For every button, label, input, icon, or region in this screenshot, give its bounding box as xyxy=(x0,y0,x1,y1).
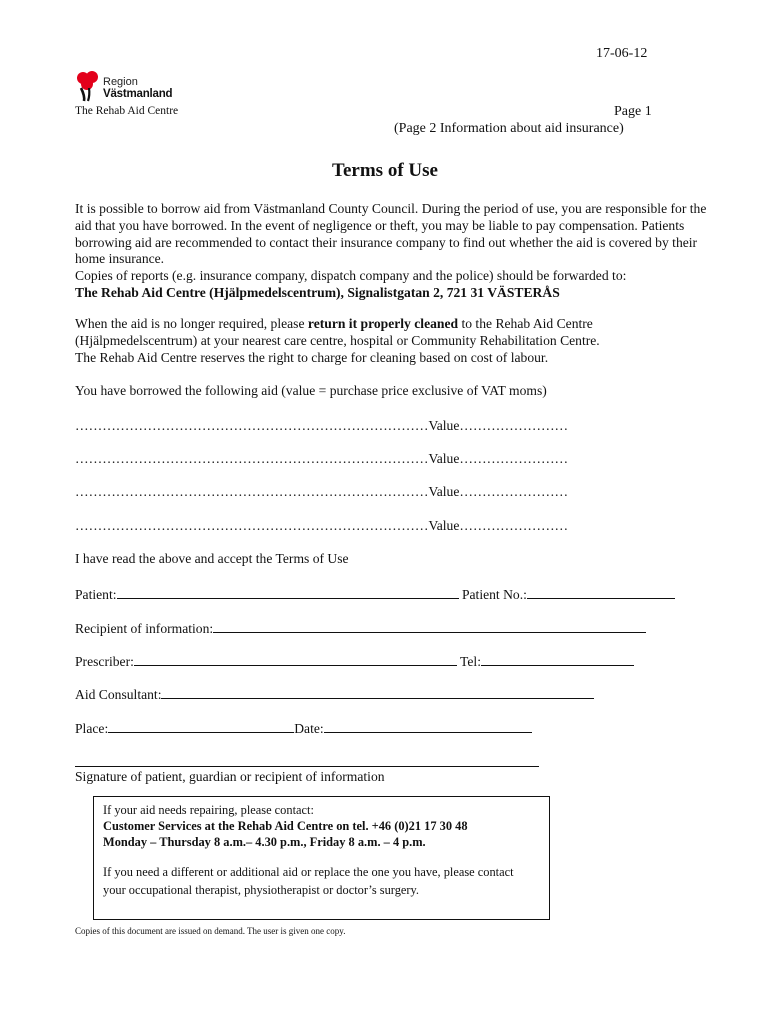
document-date: 17-06-12 xyxy=(596,46,648,61)
return-text-before: When the aid is no longer required, please xyxy=(75,316,308,331)
intro-text: It is possible to borrow aid from Västmanland County Council. During the period of use, you are responsible for the aid that you have borrowed. In the event of negligence or theft, you may be liable to pay compensation. Patients borrowing aid are recommended to contact their insurance company to find out whether the aid is covered by their home insurance. xyxy=(75,201,707,267)
logo-region-text: Region xyxy=(103,76,138,88)
signature-label: Signature of patient, guardian or recipient of information xyxy=(75,769,385,784)
intro-section xyxy=(75,201,715,302)
footer-note: Copies of this document are issued on demand. The user is given one copy. xyxy=(75,926,346,936)
place-label: Place: xyxy=(75,721,109,736)
patient-row xyxy=(75,585,675,603)
patient-no-label: Patient No.: xyxy=(461,587,527,602)
return-text-bold: return it properly cleaned xyxy=(307,316,459,331)
tel-label: Tel: xyxy=(460,654,481,669)
recipient-row xyxy=(75,619,646,637)
contact-box xyxy=(93,796,550,920)
tel-field[interactable] xyxy=(481,652,634,666)
aid-value-line[interactable]: ……………………………………………………………………Value…………………… xyxy=(75,518,569,533)
region-logo xyxy=(75,70,185,104)
copies-text: Copies of reports (e.g. insurance company, dispatch company and the police) should be forwarded to: xyxy=(75,268,627,284)
consultant-field[interactable] xyxy=(161,685,594,699)
date-field[interactable] xyxy=(324,719,532,733)
patient-label: Patient: xyxy=(75,587,117,602)
aid-value-line[interactable]: ……………………………………………………………………Value…………………… xyxy=(75,484,569,499)
return-text-after: to the Rehab Aid Centre (Hjälpmedelscentrum) at your nearest care centre, hospital or Community Rehabilitation Centre. xyxy=(75,316,600,348)
prescriber-label: Prescriber: xyxy=(75,654,134,669)
return-section xyxy=(75,316,715,366)
consultant-row xyxy=(75,685,594,703)
contact-phone: Customer Services at the Rehab Aid Centre on tel. +46 (0)21 17 30 48 xyxy=(103,819,468,833)
accept-statement: I have read the above and accept the Terms of Use xyxy=(75,551,349,566)
place-field[interactable] xyxy=(108,719,294,733)
page-number: Page 1 xyxy=(614,104,652,119)
address-text: The Rehab Aid Centre (Hjälpmedelscentrum), Signalistgatan 2, 721 31 VÄSTERÅS xyxy=(75,284,560,300)
charge-text: The Rehab Aid Centre reserves the right to charge for cleaning based on cost of labour. xyxy=(75,349,549,365)
signature-field[interactable] xyxy=(75,766,539,767)
aid-value-line[interactable]: ……………………………………………………………………Value…………………… xyxy=(75,451,569,466)
page-note: (Page 2 Information about aid insurance) xyxy=(394,121,624,136)
date-label: Date: xyxy=(294,721,324,736)
return-text xyxy=(75,316,715,350)
consultant-label: Aid Consultant: xyxy=(75,687,162,702)
region-logo-icon xyxy=(75,70,101,102)
logo-name-text: Västmanland xyxy=(103,88,173,100)
contact-intro: If your aid needs repairing, please contact: xyxy=(103,803,314,817)
contact-hours: Monday – Thursday 8 a.m.– 4.30 p.m., Friday 8 a.m. – 4 p.m. xyxy=(103,835,426,849)
aid-value-line[interactable]: ……………………………………………………………………Value…………………… xyxy=(75,418,569,433)
contact-other-aid: If you need a different or additional aid or replace the one you have, please contact your occupational therapist, physiotherapist or doctor’s surgery. xyxy=(103,865,514,897)
place-date-row xyxy=(75,719,532,737)
patient-field[interactable] xyxy=(117,585,459,599)
borrowed-intro: You have borrowed the following aid (value = purchase price exclusive of VAT moms) xyxy=(75,383,547,398)
patient-no-field[interactable] xyxy=(527,585,675,599)
recipient-label: Recipient of information: xyxy=(75,621,214,636)
recipient-field[interactable] xyxy=(213,619,646,633)
prescriber-field[interactable] xyxy=(134,652,457,666)
prescriber-row xyxy=(75,652,634,670)
department-name: The Rehab Aid Centre xyxy=(75,105,179,117)
page-title: Terms of Use xyxy=(332,160,438,181)
